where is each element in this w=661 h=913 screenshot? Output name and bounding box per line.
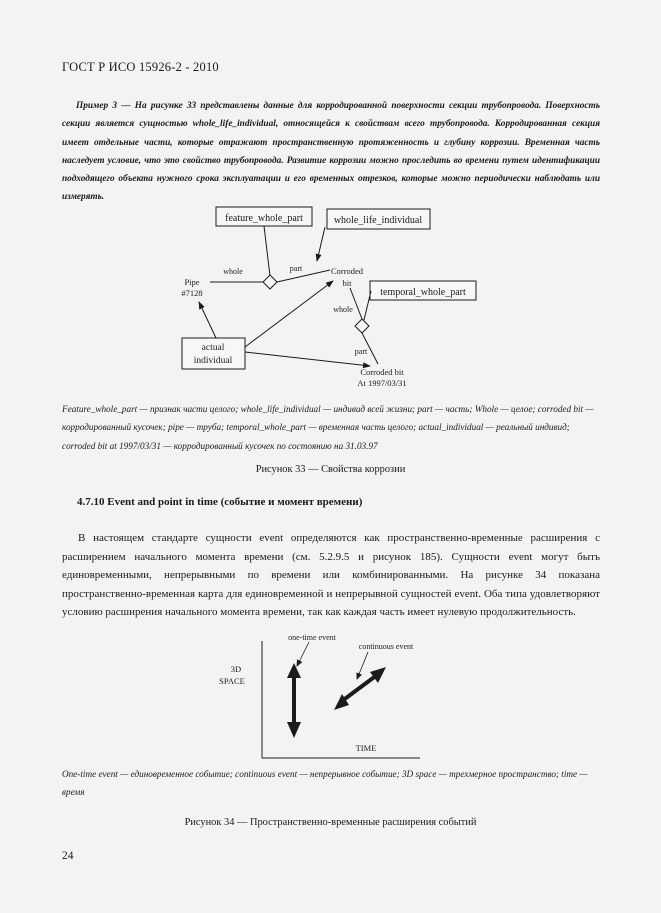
diamond-to-corroded-top-line [350, 288, 362, 319]
whole-part-diamond-top [263, 275, 277, 289]
space-axis-label-1: 3D [230, 664, 242, 674]
part-label-bottom: part [354, 347, 368, 356]
whole-part-diamond-bottom [355, 319, 369, 333]
figure-34-caption: Рисунок 34 — Пространственно-временные расширения событий [184, 817, 477, 828]
section-paragraph: В настоящем стандарте сущности event определяются как пространственно-временные расширения с расширением начального момента времени (см. 5.2.9.5 и рисунок 185). Сущности event могут быть единовременными, непрерывными по времени или комбинированными. На рисунке 34 показана пространственно-временная карта для единовременной и непрерывной сущностей event. Оба типа удовлетворяют условию расширения начального момента времени, так как каждая часть имеет нулевую продолжительность. [62, 532, 600, 618]
corroded-bit-label-1: Corroded [330, 266, 364, 276]
page-number: 24 [62, 850, 74, 862]
temporal-whole-part-label: temporal_whole_part [380, 287, 466, 298]
corroded-bit-at-label-1: Corroded bit [360, 367, 404, 377]
figure-33-legend: Feature_whole_part — признак части целого; whole_life_individual — индивид всей жизни; part — часть; Whole — целое; corroded bit — корродированный кусочек; pipe — труба; temporal_whole_part — временная часть целого; actual_individual — реальный индивид; corroded bit at 1997/03/31 — корродированный кусочек по состоянию на 31.03.97 [62, 404, 594, 451]
figure-33-diagram [0, 0, 661, 400]
actual-to-corroded-at-arrow [245, 352, 370, 366]
one-time-event-pointer [297, 642, 309, 666]
feature-whole-part-label: feature_whole_part [225, 213, 303, 224]
wli-arrow [317, 227, 325, 261]
whole-label-bottom: whole [333, 305, 353, 314]
actual-individual-label-1: actual [201, 343, 225, 353]
space-axis-label-2: SPACE [219, 676, 245, 686]
document-header: ГОСТ Р ИСО 15926-2 - 2010 [62, 60, 219, 74]
one-time-event-arrow-top [287, 663, 301, 678]
section-title: 4.7.10 Event and point in time (событие и момент времени) [77, 496, 363, 508]
example-text: Пример 3 — На рисунке 33 представлены данные для корродированной поверхности секции трубопровода. Поверхность секции является сущностью whole_life_individual, относящейся к свойствам всего трубопровода. Корродированная секция имеет отдельные части, которые отражают пространственную протяженность и глубину коррозии. Временная часть наследует условие, что это свойство трубопровода. Развитие коррозии можно проследить во времени путем идентификации подходящего объекта нужного срока эксплуатации и его временных отрезков, которые можно периодически наблюдать или измерять. [62, 101, 600, 203]
actual-to-corroded-arrow [245, 281, 333, 347]
figure-34-diagram [0, 625, 661, 765]
figure-33-caption: Рисунок 33 — Свойства коррозии [255, 464, 406, 475]
corroded-bit-label-2: bit [342, 278, 352, 288]
whole-label-top: whole [223, 267, 243, 276]
continuous-event-pointer [357, 652, 368, 679]
pipe-label-1: Pipe [184, 277, 200, 287]
one-time-event-label: one-time event [288, 633, 336, 642]
figure-34-legend: One-time event — единовременное событие; continuous event — непрерывное событие; 3D space — трехмерное пространство; time — время [62, 769, 588, 798]
actual-to-pipe-arrow [199, 302, 216, 338]
one-time-event-arrow-bottom [287, 722, 301, 738]
section-body [62, 529, 600, 622]
fwp-to-diamond-line [264, 226, 270, 276]
time-axis-label: TIME [355, 743, 377, 753]
actual-individual-label-2: individual [193, 356, 233, 366]
part-label-top: part [289, 264, 303, 273]
diamond-to-corroded-line [277, 270, 330, 282]
pipe-label-2: #7128 [181, 288, 203, 298]
whole-life-individual-label: whole_life_individual [333, 215, 423, 226]
corroded-bit-at-label-2: At 1997/03/31 [357, 378, 407, 388]
twp-to-diamond-line [364, 291, 371, 320]
continuous-event-label: continuous event [358, 642, 414, 651]
continuous-event-bar [342, 675, 377, 701]
